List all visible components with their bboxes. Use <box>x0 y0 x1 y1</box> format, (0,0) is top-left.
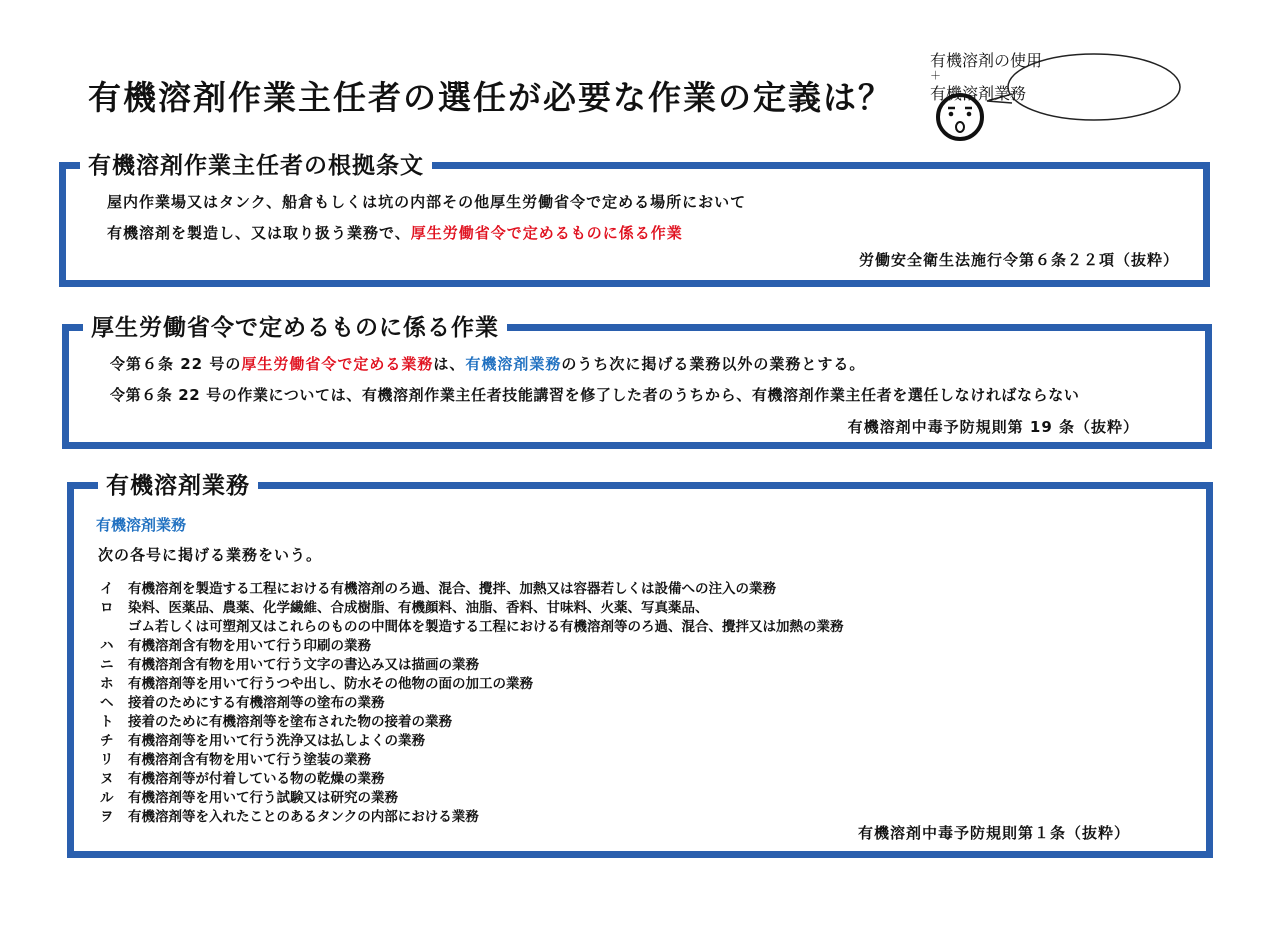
list-item-mark: イ <box>100 581 114 597</box>
organic-solvent-work-citation: 有機溶剤中毒予防規則第１条（抜粋） <box>857 824 1130 842</box>
ministry-ordinance-box <box>62 315 1212 449</box>
list-item <box>100 694 844 713</box>
bubble-plus: ＋ <box>930 69 941 82</box>
speech-bubble-text <box>930 48 1100 104</box>
work-item-list <box>100 580 844 827</box>
list-item-text <box>128 599 844 637</box>
organic-solvent-work-box <box>67 473 1213 858</box>
legal-basis-line-2 <box>107 222 683 243</box>
line1-part-a: 令第６条 22 号の <box>110 355 242 373</box>
bubble-line-2: 有機溶剤業務 <box>930 84 1027 103</box>
list-item-mark: ヘ <box>100 695 114 711</box>
list-item-mark: ル <box>100 790 114 806</box>
list-item <box>100 713 844 732</box>
organic-solvent-work-intro: 次の各号に掲げる業務をいう。 <box>98 546 323 564</box>
bubble-line-1: 有機溶剤の使用 <box>930 51 1043 70</box>
organic-solvent-work-sublabel: 有機溶剤業務 <box>96 516 187 534</box>
list-item <box>100 770 844 789</box>
list-item-text <box>128 694 385 713</box>
list-item-line: 染料、医薬品、農薬、化学繊維、合成樹脂、有機顔料、油脂、香料、甘味料、火薬、写真薬品、 <box>128 600 709 616</box>
list-item-mark: リ <box>100 752 114 768</box>
list-item-text <box>128 637 371 656</box>
list-item-text <box>128 732 425 751</box>
list-item <box>100 675 844 694</box>
legal-basis-heading: 有機溶剤作業主任者の根拠条文 <box>80 147 432 180</box>
list-item-text <box>128 656 479 675</box>
list-item-line: 有機溶剤等が付着している物の乾燥の業務 <box>128 771 385 787</box>
legal-basis-citation: 労働安全衛生法施行令第６条２２項（抜粋） <box>858 251 1179 269</box>
ministry-ordinance-heading: 厚生労働省令で定めるものに係る作業 <box>83 309 507 342</box>
list-item-line: 有機溶剤含有物を用いて行う文字の書込み又は描画の業務 <box>128 657 479 673</box>
list-item-text <box>128 808 479 827</box>
list-item <box>100 637 844 656</box>
ministry-ordinance-citation: 有機溶剤中毒予防規則第 19 条（抜粋） <box>847 418 1139 436</box>
legal-basis-line-1: 屋内作業場又はタンク、船倉もしくは坑の内部その他厚生労働省令で定める場所において <box>107 193 747 211</box>
list-item-mark: ヌ <box>100 771 114 787</box>
list-item-mark: ホ <box>100 676 114 692</box>
list-item-line: ゴム若しくは可塑剤又はこれらのものの中間体を製造する工程における有機溶剤等のろ過、混合、攪拌又は加熱の業務 <box>128 619 844 635</box>
legal-basis-line-2-text: 有機溶剤を製造し、又は取り扱う業務で、 <box>107 224 411 242</box>
list-item-line: 有機溶剤等を用いて行う洗浄又は払しよくの業務 <box>128 733 425 749</box>
list-item-mark: ハ <box>100 638 114 654</box>
line1-part-c: のうち次に掲げる業務以外の業務とする。 <box>561 355 866 373</box>
list-item-text <box>128 770 385 789</box>
organic-solvent-work-heading: 有機溶剤業務 <box>98 467 258 500</box>
list-item <box>100 808 844 827</box>
list-item-text <box>128 751 371 770</box>
list-item-text <box>128 713 452 732</box>
ministry-ordinance-line-2: 令第６条 22 号の作業については、有機溶剤作業主任者技能講習を修了した者のうちから、有機溶剤作業主任者を選任しなければならない <box>110 386 1080 404</box>
list-item-line: 有機溶剤を製造する工程における有機溶剤のろ過、混合、攪拌、加熱又は容器若しくは設備への注入の業務 <box>128 581 776 597</box>
legal-basis-box <box>59 153 1210 287</box>
list-item-line: 有機溶剤含有物を用いて行う塗装の業務 <box>128 752 371 768</box>
list-item-line: 有機溶剤等を用いて行うつや出し、防水その他物の面の加工の業務 <box>128 676 533 692</box>
list-item <box>100 599 844 637</box>
list-item-line: 有機溶剤含有物を用いて行う印刷の業務 <box>128 638 371 654</box>
list-item <box>100 789 844 808</box>
list-item <box>100 732 844 751</box>
line1-red-term: 厚生労働省令で定める業務 <box>241 355 434 373</box>
list-item-line: 接着のために有機溶剤等を塗布された物の接着の業務 <box>128 714 452 730</box>
list-item-text <box>128 789 398 808</box>
list-item-line: 有機溶剤等を入れたことのあるタンクの内部における業務 <box>128 809 479 825</box>
list-item-mark: ロ <box>100 600 114 616</box>
ministry-ordinance-line-1 <box>110 353 865 374</box>
list-item <box>100 580 844 599</box>
legal-basis-highlight: 厚生労働省令で定めるものに係る作業 <box>410 224 683 242</box>
list-item-mark: ニ <box>100 657 114 673</box>
list-item-text <box>128 580 776 599</box>
list-item <box>100 656 844 675</box>
list-item-text <box>128 675 533 694</box>
list-item-line: 接着のためにする有機溶剤等の塗布の業務 <box>128 695 385 711</box>
list-item-mark: チ <box>100 733 114 749</box>
list-item-line: 有機溶剤等を用いて行う試験又は研究の業務 <box>128 790 398 806</box>
line1-blue-term: 有機溶剤業務 <box>465 355 562 373</box>
list-item-mark: ト <box>100 714 114 730</box>
list-item-mark: ヲ <box>100 809 114 825</box>
line1-part-b: は、 <box>433 355 466 373</box>
page-title: 有機溶剤作業主任者の選任が必要な作業の定義は？ <box>88 78 893 117</box>
list-item <box>100 751 844 770</box>
